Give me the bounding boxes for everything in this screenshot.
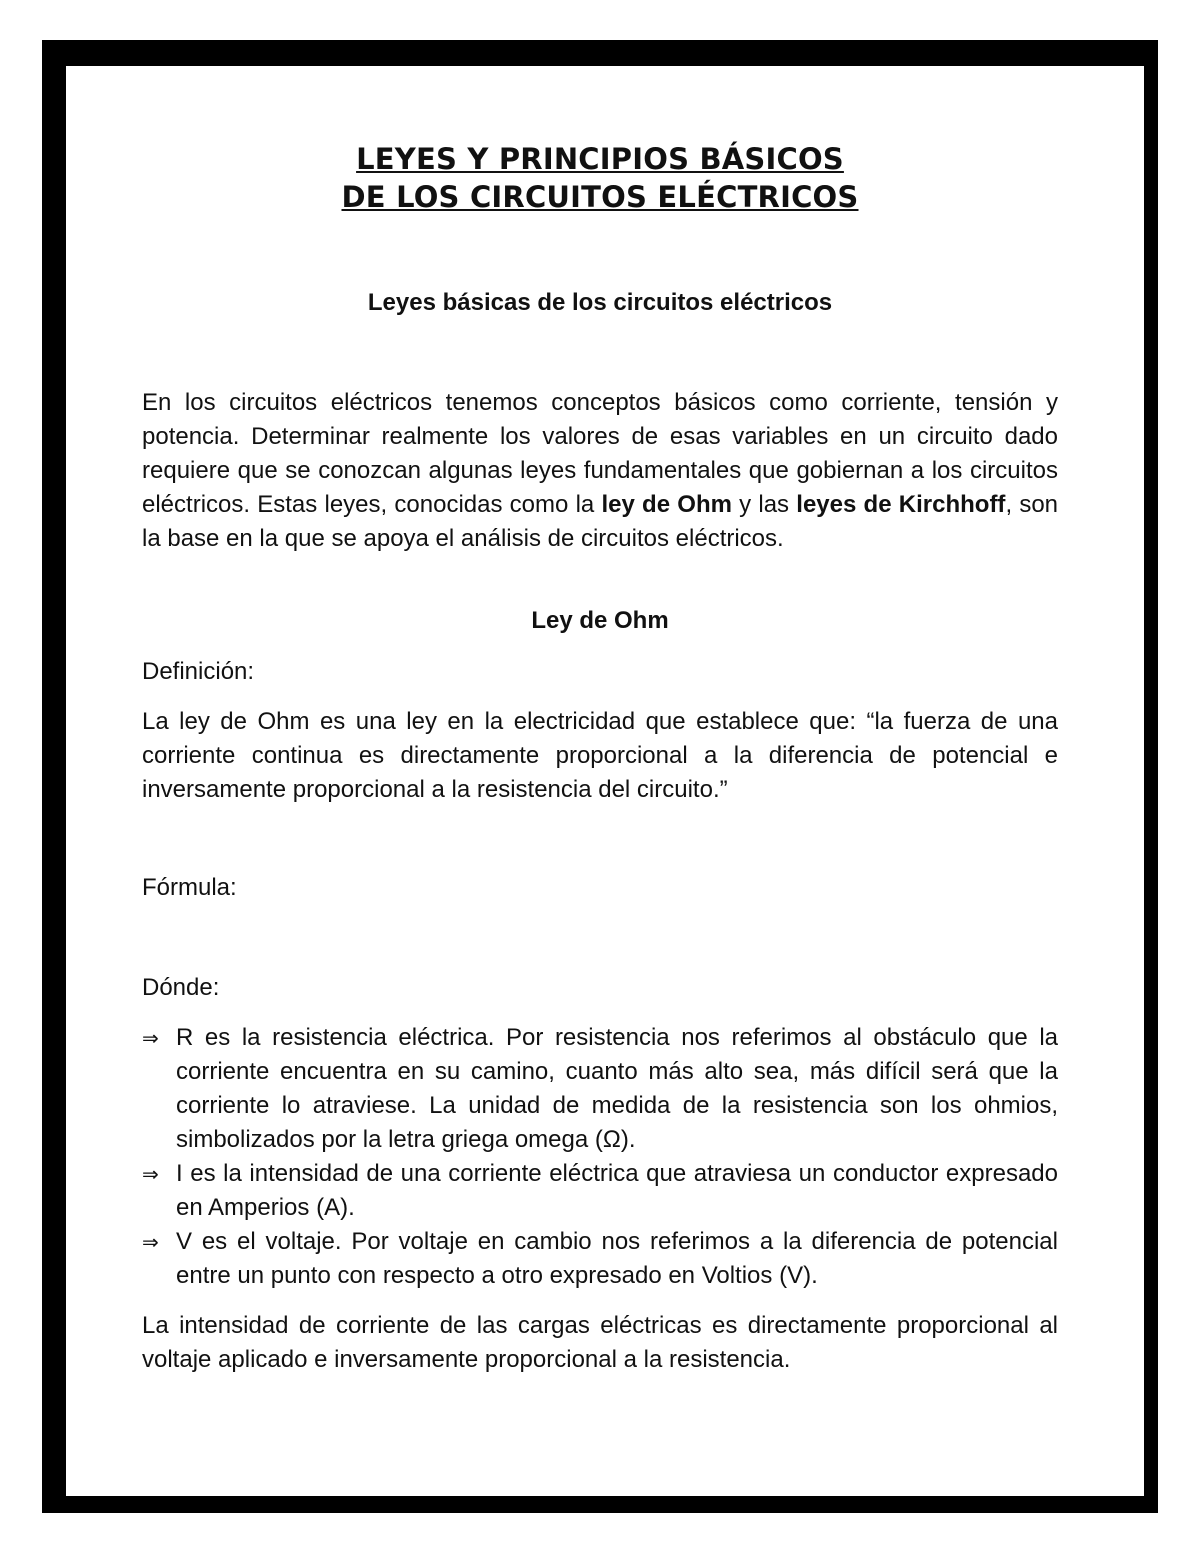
closing-paragraph: La intensidad de corriente de las cargas eléctricas es directamente proporcional al voltaje aplicado e inversamente proporcional a la resistencia. xyxy=(142,1312,1058,1373)
intro-bold-kirchhoff: leyes de Kirchhoff xyxy=(796,491,1006,518)
list-item xyxy=(142,1225,1058,1293)
ohm-heading: Ley de Ohm xyxy=(531,607,669,634)
title-line-2: DE LOS CIRCUITOS ELÉCTRICOS xyxy=(341,180,859,214)
bullet-text-r: R es la resistencia eléctrica. Por resistencia nos referimos al obstáculo que la corriente encuentra en su camino, cuanto más alto sea, más difícil será que la corriente lo atraviese. La unidad de medida de la resistencia son los ohmios, simbolizados por la letra griega omega (Ω). xyxy=(176,1024,1058,1153)
intro-text-1: En los circuitos eléctricos tenemos conceptos básicos como corriente, tensión y potencia. Determinar realmente los valores de esas variables en un circuito dado requiere que se conozcan algunas leyes fundamentales que gobiernan a los circuitos eléctricos. Estas leyes, conocidas como la xyxy=(142,389,1058,518)
intro-paragraph xyxy=(142,386,1058,556)
definition-text: La ley de Ohm es una ley en la electricidad que establece que: “la fuerza de una corriente continua es directamente proporcional a la diferencia de potencial e inversamente proporcional a la resistencia del circuito.” xyxy=(142,708,1058,803)
intro-text-2: y las xyxy=(731,491,797,518)
arrow-icon: ⇒ xyxy=(142,1162,159,1186)
list-item xyxy=(142,1021,1058,1157)
document-body xyxy=(142,140,1059,1373)
arrow-icon: ⇒ xyxy=(142,1230,159,1254)
formula-label: Fórmula: xyxy=(142,874,237,901)
intro-bold-ohm: ley de Ohm xyxy=(601,491,732,518)
section-subtitle: Leyes básicas de los circuitos eléctricos xyxy=(367,289,833,316)
variable-list xyxy=(142,1021,1058,1293)
list-item xyxy=(142,1157,1058,1225)
arrow-icon: ⇒ xyxy=(142,1026,159,1050)
bullet-text-i: I es la intensidad de una corriente eléctrica que atraviesa un conductor expresado en Amperios (A). xyxy=(176,1160,1058,1221)
document-title xyxy=(142,140,1058,216)
bullet-text-v: V es el voltaje. Por voltaje en cambio nos referimos a la diferencia de potencial entre un punto con respecto a otro expresado en Voltios (V). xyxy=(176,1228,1058,1289)
where-label: Dónde: xyxy=(142,974,220,1001)
title-line-1: LEYES Y PRINCIPIOS BÁSICOS xyxy=(356,142,844,176)
definition-label: Definición: xyxy=(142,658,255,685)
intro-text-3: , son la base en la que se apoya el análisis de circuitos eléctricos. xyxy=(142,491,1059,552)
